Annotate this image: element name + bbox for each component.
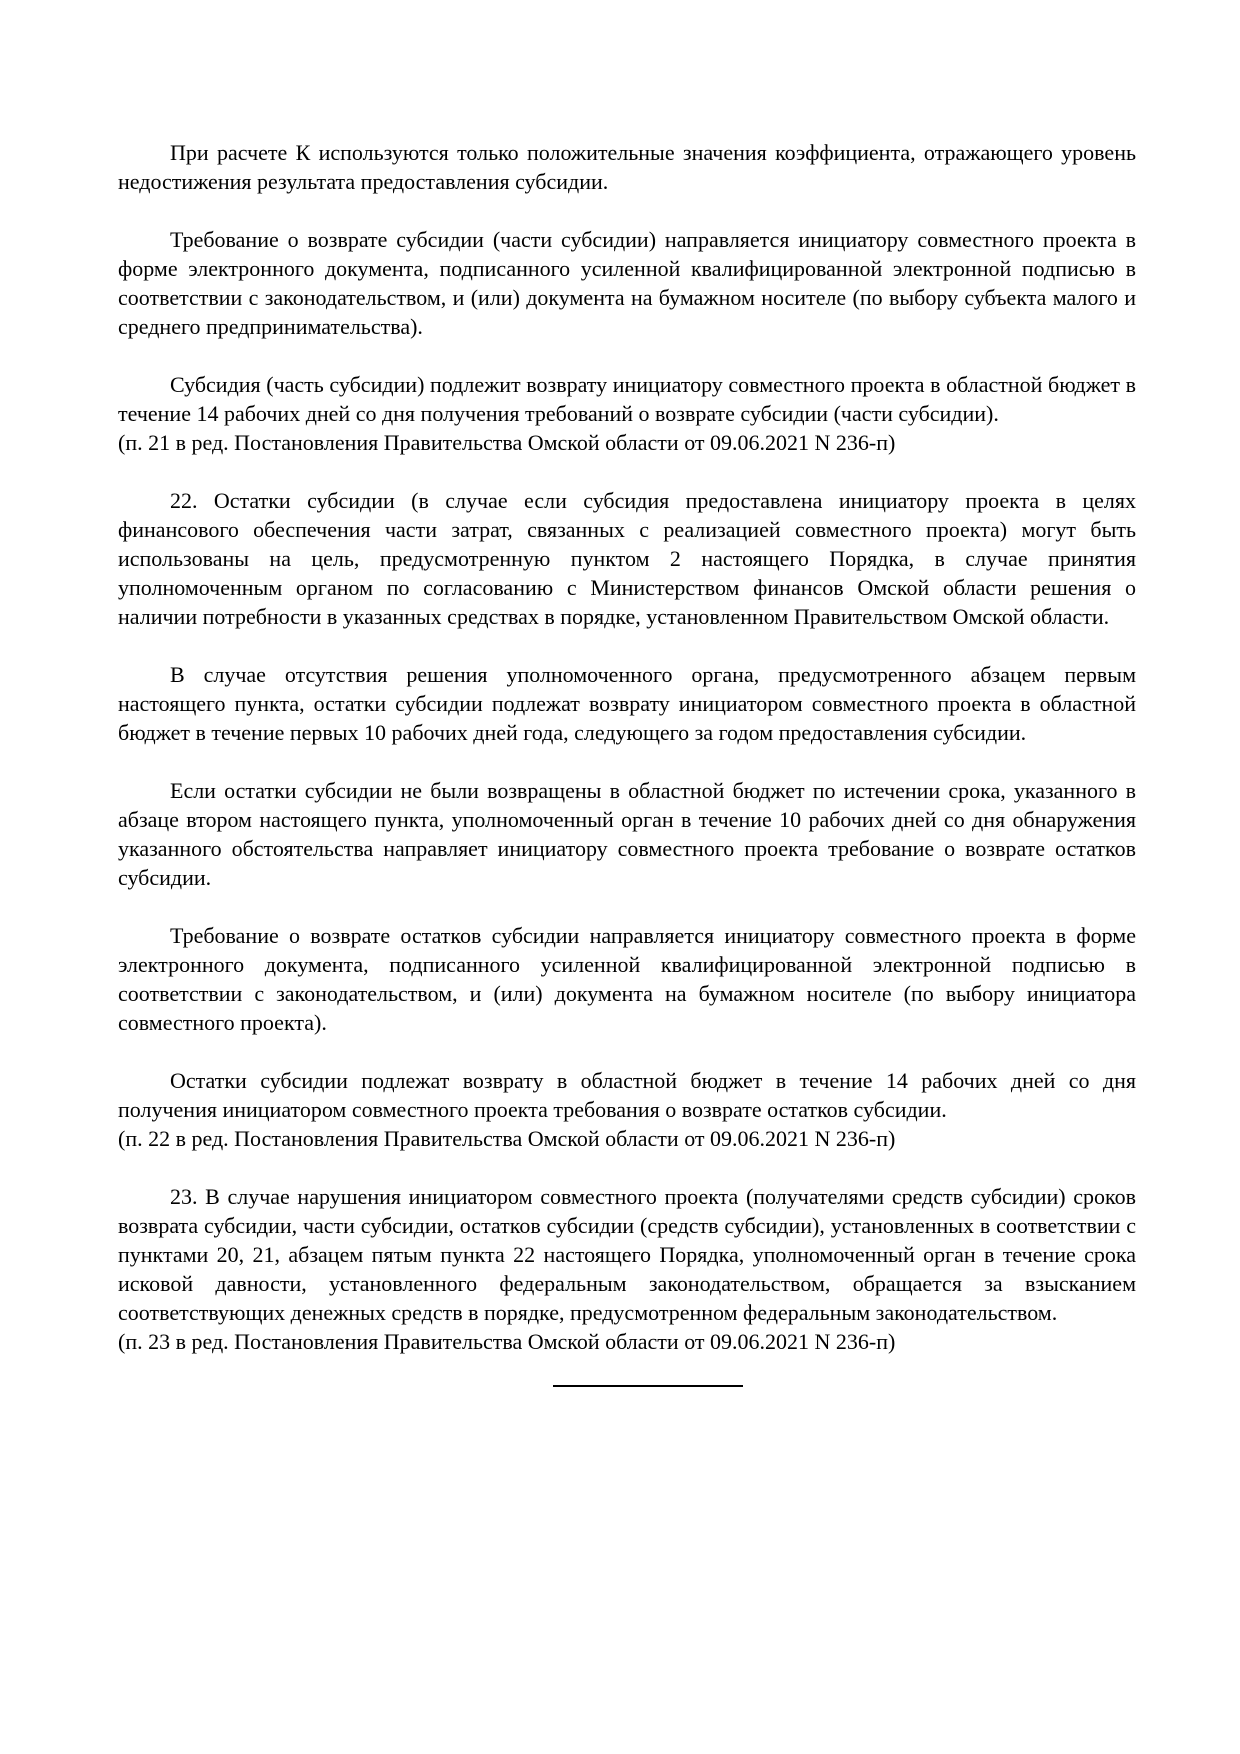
paragraph-point-22: 22. Остатки субсидии (в случае если субсидия предоставлена инициатору проекта в целях финансового обеспечения части затрат, связанных с реализацией совместного проекта) могут быть использованы на цель, предусмотренную пунктом 2 настоящего Порядка, в случае принятия уполномоченным органом по согласованию с Министерством финансов Омской области решения о наличии потребности в указанных средствах в порядке, установленном Правительством Омской области. [118, 488, 1136, 629]
paragraph-return-demand-form: Требование о возврате субсидии (части субсидии) направляется инициатору совместного проекта в форме электронного документа, подписанного усиленной квалифицированной электронной подписью в соответствии с законодательством, и (или) документа на бумажном носителе (по выбору субъекта малого и среднего предпринимательства). [118, 227, 1136, 339]
ref-note-p22: (п. 22 в ред. Постановления Правительства Омской области от 09.06.2021 N 236-п) [118, 1126, 896, 1151]
paragraph-subsidy-return-term: Субсидия (часть субсидии) подлежит возврату инициатору совместного проекта в областной бюджет в течение 14 рабочих дней со дня получения требований о возврате субсидии (части субсидии). [118, 372, 1136, 426]
paragraph-no-decision-case: В случае отсутствия решения уполномоченного органа, предусмотренного абзацем первым настоящего пункта, остатки субсидии подлежат возврату инициатором совместного проекта в областной бюджет в течение первых 10 рабочих дней года, следующего за годом предоставления субсидии. [118, 662, 1136, 745]
paragraph-unreturned-balances: Если остатки субсидии не были возвращены в областной бюджет по истечении срока, указанного в абзаце втором настоящего пункта, уполномоченный орган в течение 10 рабочих дней со дня обнаружения указанного обстоятельства направляет инициатору совместного проекта требование о возврате остатков субсидии. [118, 778, 1136, 890]
ref-note-p21: (п. 21 в ред. Постановления Правительства Омской области от 09.06.2021 N 236-п) [118, 430, 896, 455]
paragraph-point-23: 23. В случае нарушения инициатором совместного проекта (получателями средств субсидии) сроков возврата субсидии, части субсидии, остатков субсидии (средств субсидии), установленных в соответствии с пунктами 20, 21, абзацем пятым пункта 22 настоящего Порядка, уполномоченный орган в течение срока исковой давности, установленного федеральным законодательством, обращается за взысканием соответствующих денежных средств в порядке, предусмотренном федеральным законодательством. [118, 1184, 1136, 1325]
paragraph-k-calculation: При расчете К используются только положительные значения коэффициента, отражающего уровень недостижения результата предоставления субсидии. [118, 140, 1136, 194]
ref-note-p23: (п. 23 в ред. Постановления Правительства Омской области от 09.06.2021 N 236-п) [118, 1329, 896, 1354]
paragraph-balance-return-term: Остатки субсидии подлежат возврату в областной бюджет в течение 14 рабочих дней со дня получения инициатором совместного проекта требования о возврате остатков субсидии. [118, 1068, 1136, 1122]
paragraph-balance-demand-form: Требование о возврате остатков субсидии направляется инициатору совместного проекта в форме электронного документа, подписанного усиленной квалифицированной электронной подписью в соответствии с законодательством, и (или) документа на бумажном носителе (по выбору инициатора совместного проекта). [118, 923, 1136, 1035]
horizontal-rule [553, 1385, 743, 1387]
